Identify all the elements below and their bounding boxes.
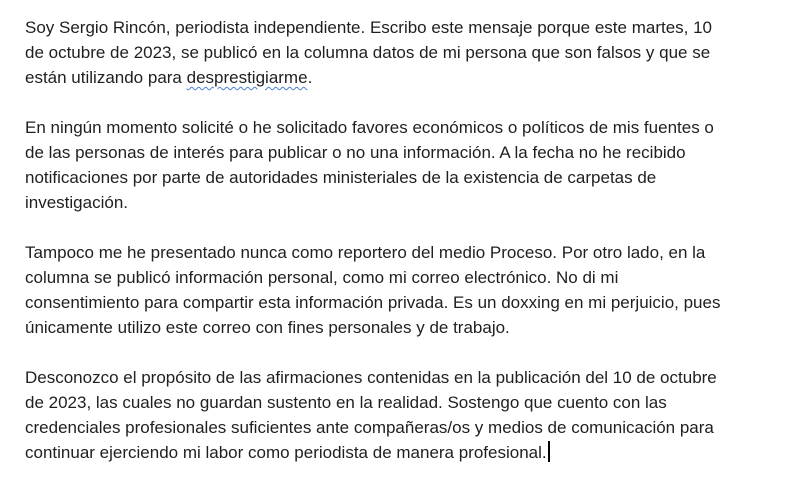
spellcheck-flagged-word[interactable]: desprestigiarme: [186, 68, 308, 87]
text-line: Soy Sergio Rincón, periodista independiente. Escribo este mensaje porque este martes, 10: [25, 18, 713, 37]
text-line: Desconozco el propósito de las afirmaciones contenidas en la publicación del 10 de octubre: [25, 368, 717, 387]
text-line: credenciales profesionales suficientes ante compañeras/os y medios de comunicación para: [25, 418, 714, 437]
text-line: de las personas de interés para publicar o no una información. A la fecha no he recibido: [25, 143, 686, 162]
text-cursor: [548, 441, 550, 462]
text-line: notificaciones por parte de autoridades ministeriales de la existencia de carpetas de: [25, 168, 657, 187]
text-line: [25, 65, 785, 90]
text-line: consentimiento para compartir esta información privada. Es un doxxing en mi perjuicio, pues: [25, 293, 721, 312]
text-line: de 2023, las cuales no guardan sustento en la realidad. Sostengo que cuento con las: [25, 393, 667, 412]
paragraph-2: [25, 115, 785, 215]
paragraph-3: [25, 240, 785, 340]
text-line: Tampoco me he presentado nunca como reportero del medio Proceso. Por otro lado, en la: [25, 243, 706, 262]
text-line: En ningún momento solicité o he solicitado favores económicos o políticos de mis fuentes o: [25, 118, 714, 137]
text-line: investigación.: [25, 193, 129, 212]
document-body[interactable]: [25, 15, 785, 490]
text-segment: están utilizando para: [25, 68, 187, 87]
text-segment: .: [307, 68, 313, 87]
text-segment: continuar ejerciendo mi labor como periodista de manera profesional.: [25, 443, 547, 462]
text-line: de octubre de 2023, se publicó en la columna datos de mi persona que son falsos y que se: [25, 43, 711, 62]
text-line: únicamente utilizo este correo con fines personales y de trabajo.: [25, 318, 510, 337]
text-line: [25, 440, 785, 465]
paragraph-4: [25, 365, 785, 465]
paragraph-1: [25, 15, 785, 90]
text-line: columna se publicó información personal, como mi correo electrónico. No di mi: [25, 268, 619, 287]
